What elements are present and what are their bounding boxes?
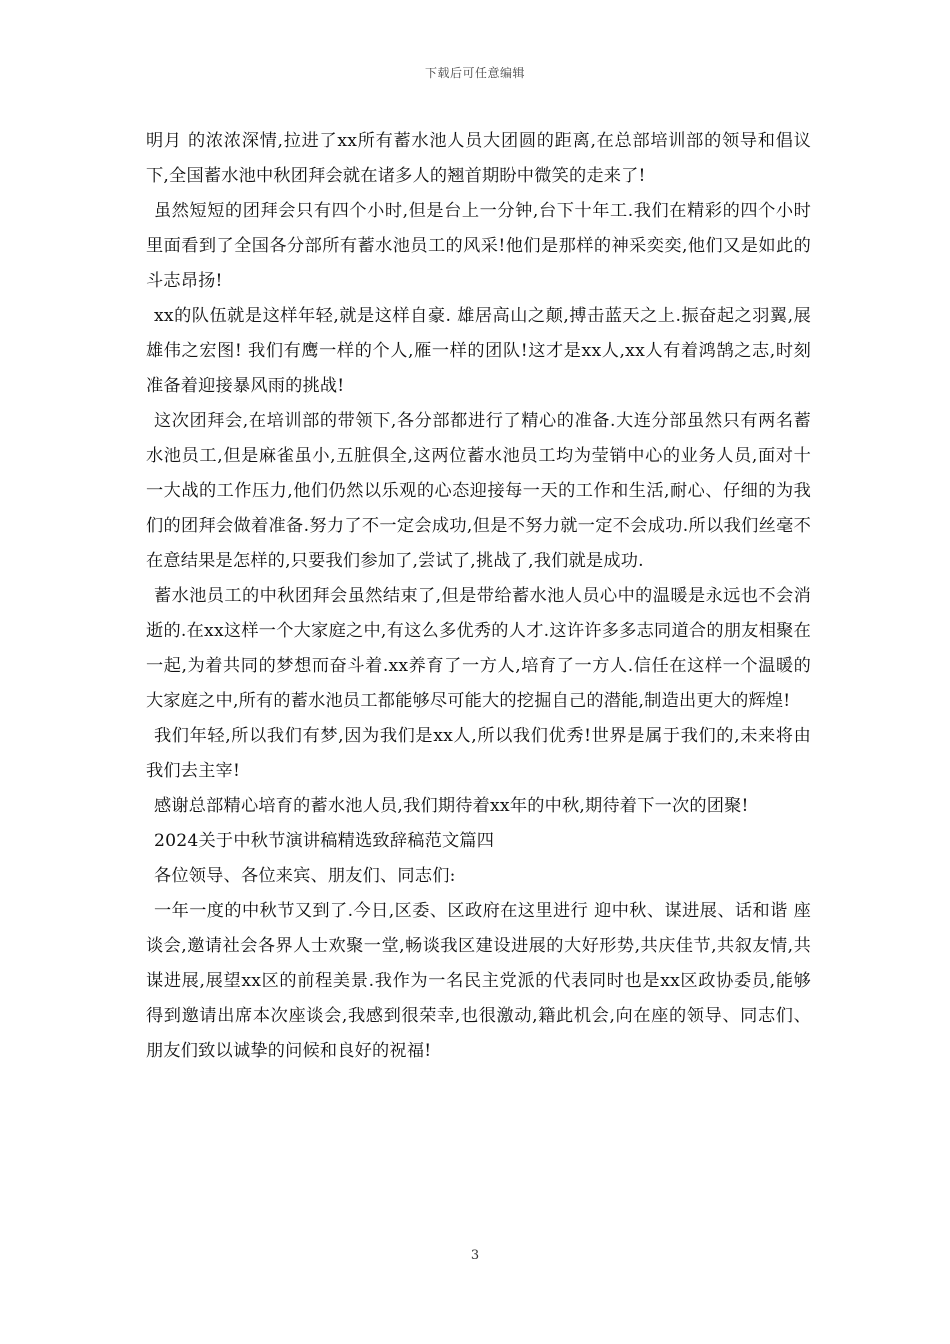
document-body [146, 124, 811, 1069]
page-number: 3 [470, 1248, 480, 1263]
paragraph-7: 感谢总部精心培育的蓄水池人员,我们期待着xx年的中秋,期待着下一次的团聚! [154, 796, 749, 816]
paragraph-6: 我们年轻,所以我们有梦,因为我们是xx人,所以我们优秀!世界是属于我们的,未来将由我们去主宰! [146, 726, 811, 781]
paragraph-5: 蓄水池员工的中秋团拜会虽然结束了,但是带给蓄水池人员心中的温暖是永远也不会消逝的.在xx这样一个大家庭之中,有这么多优秀的人才.这许许多多志同道合的朋友相聚在一起,为着共同的梦想而奋斗着.xx养育了一方人,培育了一方人.信任在这样一个温暖的大家庭之中,所有的蓄水池员工都能够尽可能大的挖掘自己的潜能,制造出更大的辉煌! [146, 586, 811, 711]
paragraph-1: 明月 的浓浓深情,拉进了xx所有蓄水池人员大团圆的距离,在总部培训部的领导和倡议下,全国蓄水池中秋团拜会就在诸多人的翘首期盼中微笑的走来了! [146, 131, 811, 186]
paragraph-4: 这次团拜会,在培训部的带领下,各分部都进行了精心的准备.大连分部虽然只有两名蓄水池员工,但是麻雀虽小,五脏俱全,这两位蓄水池员工均为莹销中心的业务人员,面对十一大战的工作压力,他们仍然以乐观的心态迎接每一天的工作和生活,耐心、仔细的为我们的团拜会做着准备.努力了不一定会成功,但是不努力就一定不会成功.所以我们丝毫不在意结果是怎样的,只要我们参加了,尝试了,挑战了,我们就是成功. [146, 411, 811, 571]
salutation: 各位领导、各位来宾、朋友们、同志们: [154, 866, 456, 886]
paragraph-2: 虽然短短的团拜会只有四个小时,但是台上一分钟,台下十年工.我们在精彩的四个小时里面看到了全国各分部所有蓄水池员工的风采!他们是那样的神采奕奕,他们又是如此的斗志昂扬! [146, 201, 811, 291]
page-header: 下载后可任意编辑 [424, 66, 525, 80]
paragraph-3: xx的队伍就是这样年轻,就是这样自豪. 雄居高山之颠,搏击蓝天之上.振奋起之羽翼,展雄伟之宏图! 我们有鹰一样的个人,雁一样的团队!这才是xx人,xx人有着鸿鹄之志,时刻准备着迎接暴风雨的挑战! [146, 306, 811, 396]
paragraph-8: 一年一度的中秋节又到了.今日,区委、区政府在这里进行 迎中秋、谋进展、话和谐 座谈会,邀请社会各界人士欢聚一堂,畅谈我区建设进展的大好形势,共庆佳节,共叙友情,共谋进展,展望xx区的前程美景.我作为一名民主党派的代表同时也是xx区政协委员,能够得到邀请出席本次座谈会,我感到很荣幸,也很激动,籍此机会,向在座的领导、同志们、朋友们致以诚挚的问候和良好的祝福! [146, 901, 811, 1061]
section-heading: 2024关于中秋节演讲稿精选致辞稿范文篇四 [154, 831, 495, 851]
